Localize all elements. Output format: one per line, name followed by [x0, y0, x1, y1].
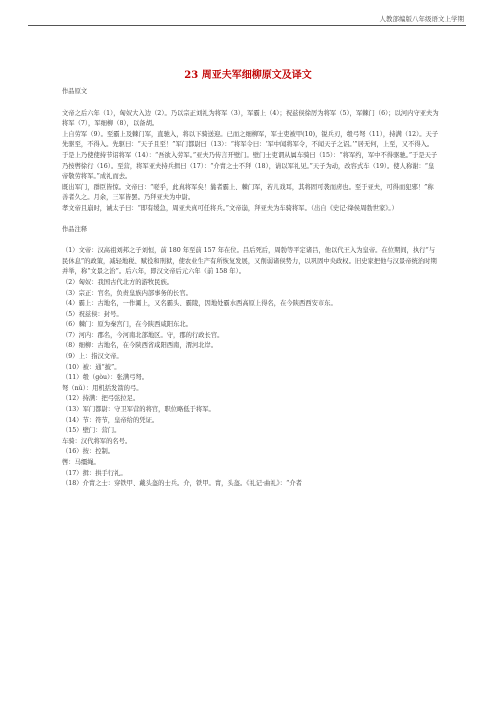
- running-header: 人教部编版八年级语文上学期: [379, 15, 464, 23]
- original-text: 文帝之后六年（1），匈奴大入边（2）。乃以宗正刘礼为将军（3），军霸上（4）；祝兹侯徐厉为将军（5），军棘门（6）；以河内守亚夫为将军（7），军细柳（8），以备胡。 上自劳军（9）。至霸上及棘门军，直驰入，将以下骑送迎。已而之细柳军，军士吏被甲(10)，锐兵刃，彀弓弩（11），持满（12）。天子先驱至，不得入。先驱曰：“天子且至！”军门都尉曰（13）：“将军令曰：‘军中闻将军令，不闻天子之诏。’”居无何，上至，又不得入。于是上乃使使持节诏将军（14）：“吾欲入劳军。”亚夫乃传言开壁门。壁门士吏谓从属车骑曰（15）：“将军约，军中不得驱驰。”于是天子乃按辔徐行（16）。至营，将军亚夫持兵揖曰（17）：“介胄之士不拜（18），请以军礼见。”天子为动，改容式车（19）。使人称谢：“皇帝敬劳将军。”成礼而去。 既出军门，群臣皆惊。文帝曰：“嗟乎，此真将军矣！曩者霸上、棘门军，若儿戏耳，其将固可袭而虏也。至于亚夫，可得而犯邪！”称善者久之。月余，三军皆罢。乃拜亚夫为中尉。 孝文帝且崩时，诫太子曰：“即有缓急，周亚夫真可任将兵。”文帝崩，拜亚夫为车骑将军。（出自《史记·绛侯周勃世家》。）: [62, 109, 439, 212]
- original-heading: 作品原文: [62, 88, 88, 95]
- document-body: [62, 87, 439, 490]
- notes-text: （1）文帝：汉高祖刘邦之子刘恒，前 180 年至前 157 年在位。吕后死后，周勃等平定诸吕，他以代王入为皇帝。在位期间，执行“与民休息”的政策，减轻地税、赋役和刑狱，使农业生产有所恢复发展，又削弱诸侯势力，以巩固中央政权。旧史家把他与汉景帝统治时期并举，称“文景之治”。后六年，即汉文帝后元六年（前 158 年）。 （2）匈奴：我国古代北方的游牧民族。 （3）宗正：官名，负责皇族内部事务的长官。 （4）霸上：古地名，一作灞上，又名霸头、霸陵，因地处霸水西高原上得名，在今陕西西安市东。 （5）祝兹侯：封号。 （6）棘门：原为秦宫门，在今陕西咸阳东北。 （7）河内：郡名，今河南北部地区。守，郡的行政长官。 （8）细柳：古地名，在今陕西省咸阳西南，渭河北岸。 （9）上：指汉文帝。 （10）被：通“披”。 （11）彀（gòu）：张满弓弩。 弩（nǔ）：用机括发箭的弓。 （12）持满：把弓弦拉足。 （13）军门都尉：守卫军营的将官，职位略低于将军。 （14）节：符节，皇帝给的凭证。 （15）壁门：营门。 车骑：汉代将军的名号。 （16）按：控制。 辔：马缰绳。 （17）揖：拱手行礼。 （18）介胄之士：穿铁甲、戴头盔的士兵。介，铁甲。胄，头盔。《礼记·曲礼》：“介者: [62, 247, 437, 488]
- header-rule: [28, 25, 466, 26]
- section-gap: [62, 215, 439, 225]
- notes-heading: 作品注释: [62, 225, 88, 233]
- page-title: 23 周亚夫军细柳原文及译文: [184, 70, 312, 81]
